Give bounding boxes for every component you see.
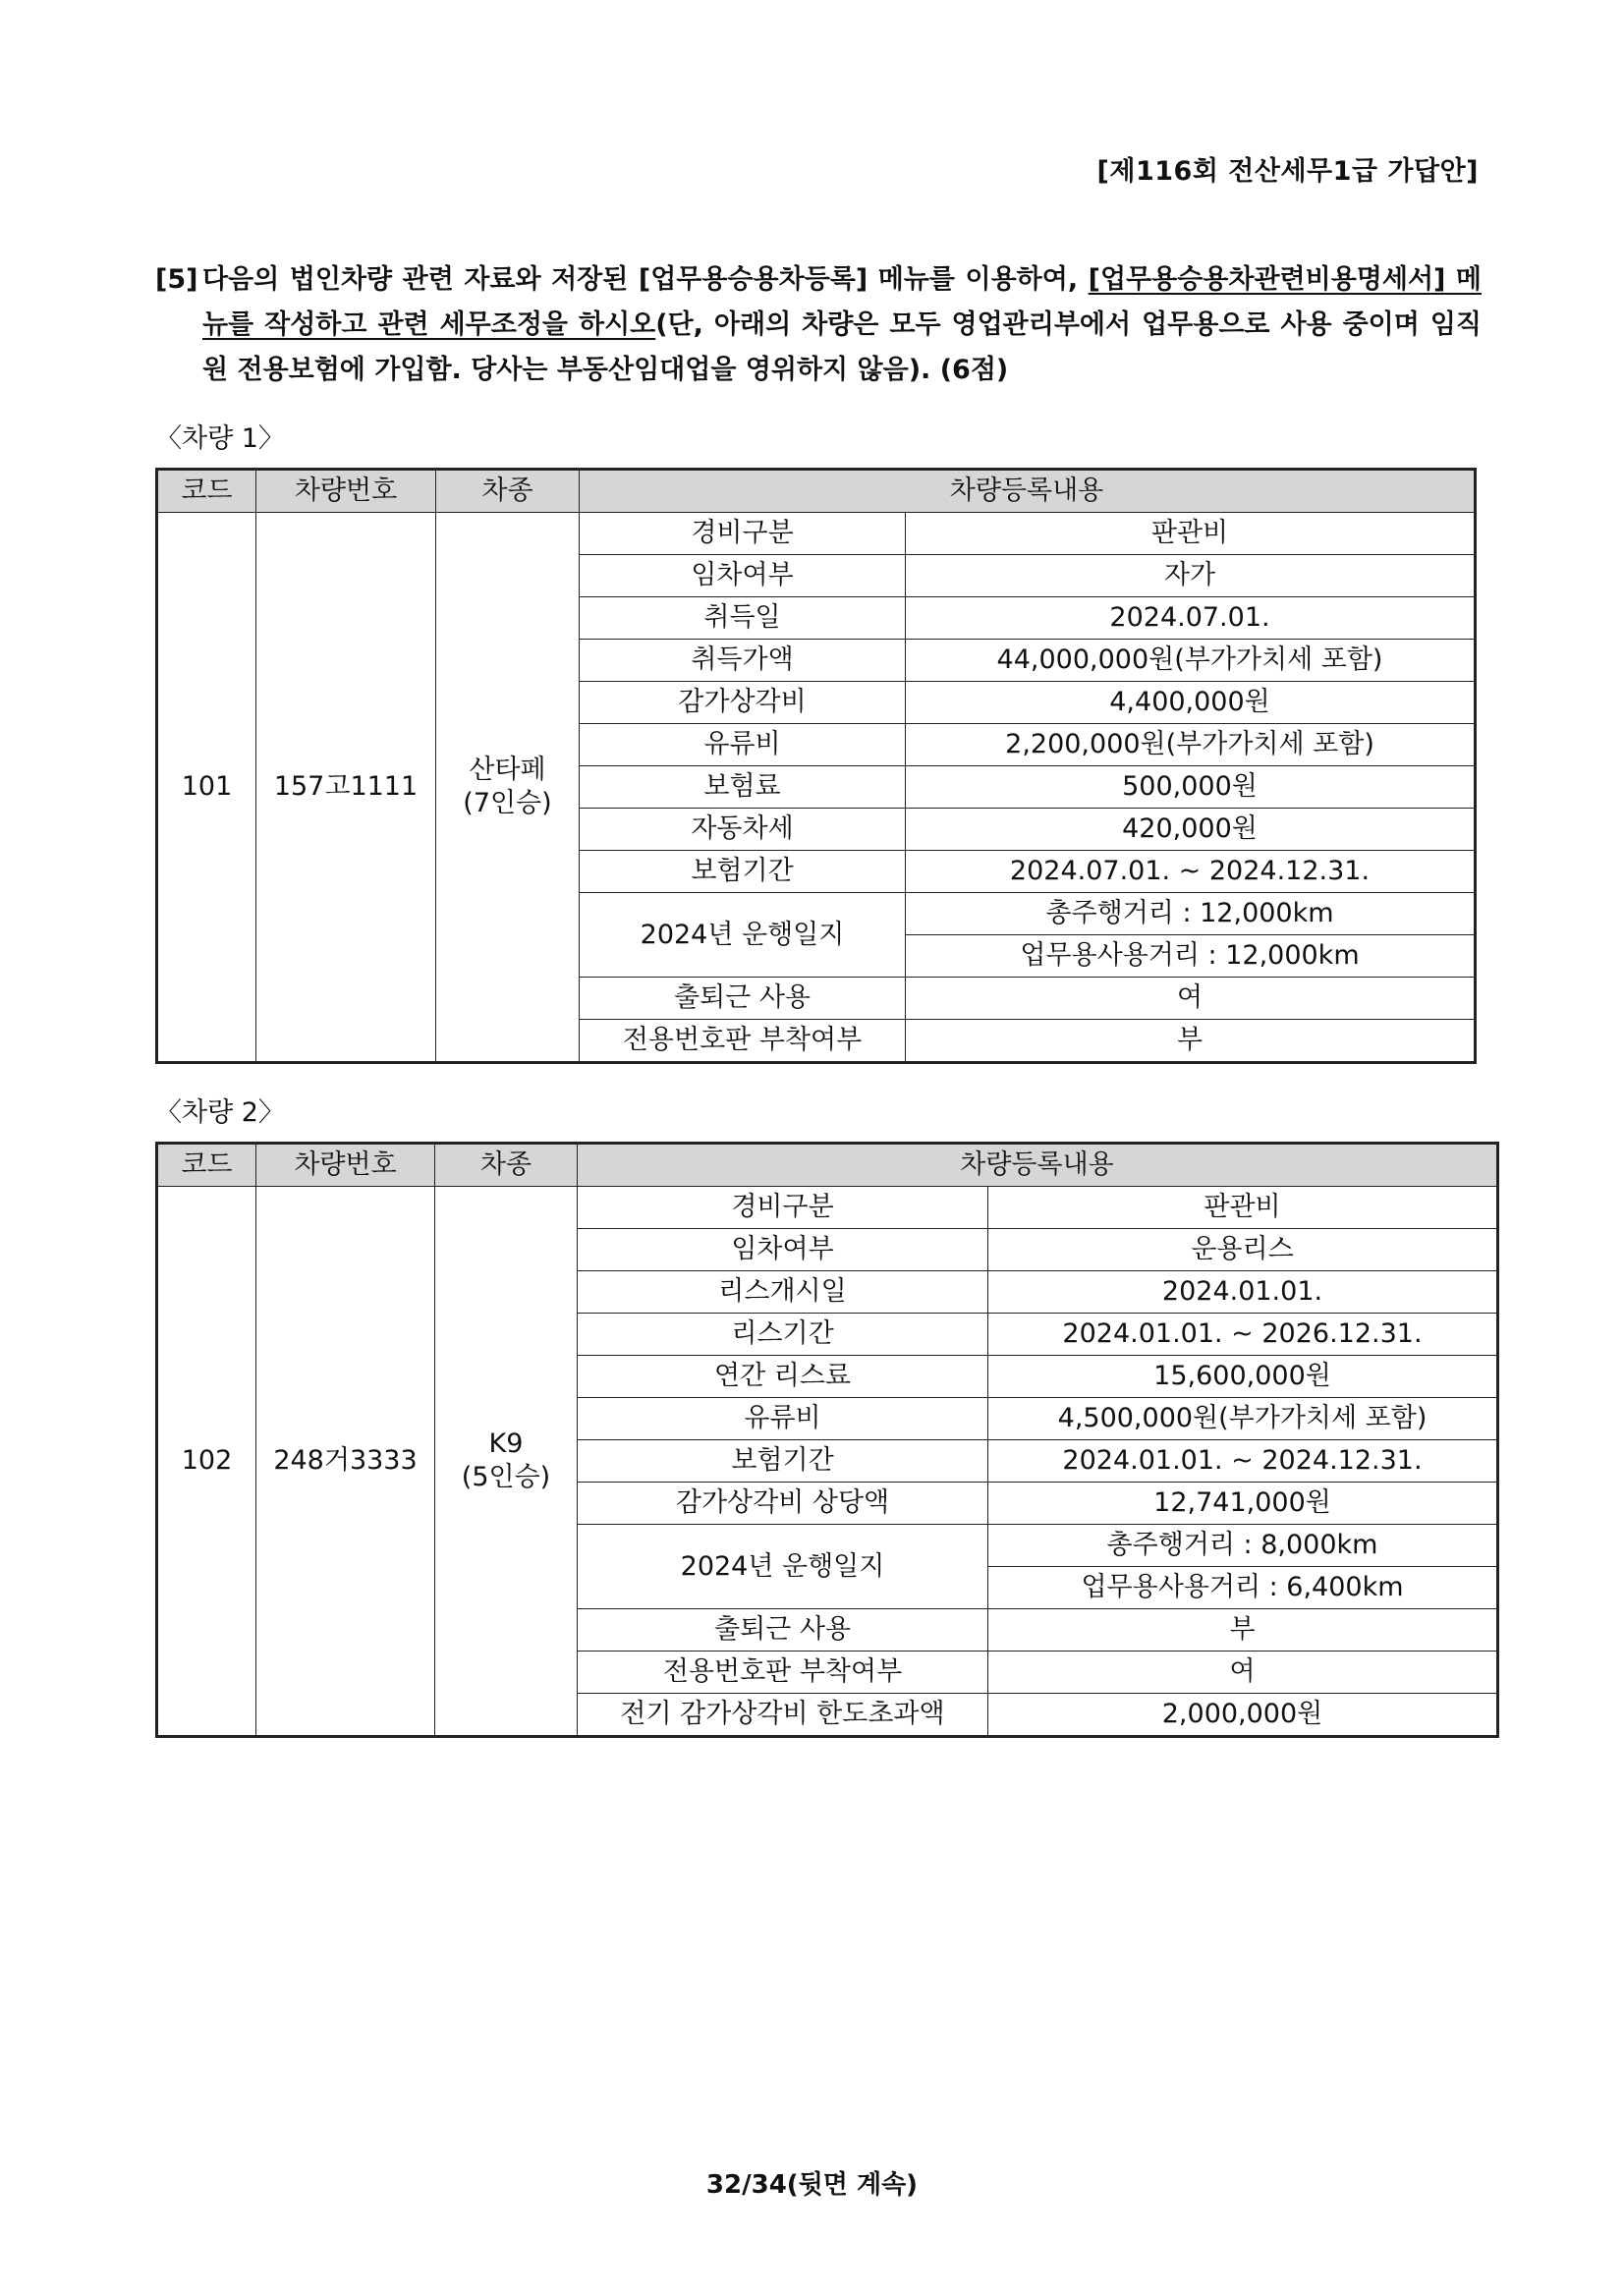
vehicle-seats: (5인승) — [461, 1462, 551, 1492]
item-key: 리스개시일 — [578, 1271, 988, 1314]
item-value: 2024.07.01. ~ 2024.12.31. — [906, 851, 1476, 893]
item-value: 4,500,000원(부가가치세 포함) — [988, 1398, 1498, 1440]
log-total-distance: 총주행거리 : 12,000km — [906, 893, 1476, 935]
page-footer: 32/34(뒷면 계속) — [705, 2170, 919, 2200]
vehicle-code: 102 — [157, 1187, 256, 1737]
header-plate: 차량번호 — [256, 1144, 435, 1187]
item-value: 500,000원 — [906, 766, 1476, 809]
header-plate: 차량번호 — [256, 470, 436, 513]
vehicle-model: K9 — [488, 1428, 524, 1460]
vehicle1-table — [155, 468, 1477, 1064]
log-total-distance: 총주행거리 : 8,000km — [988, 1525, 1498, 1567]
item-value: 2024.01.01. ~ 2026.12.31. — [988, 1314, 1498, 1356]
question-text-a: 다음의 법인차량 관련 자료와 저장된 [업무용승용차등록] 메뉴를 이용하여, — [202, 264, 1089, 295]
item-value: 부 — [906, 1020, 1476, 1063]
table-row — [157, 513, 1476, 555]
item-key: 임차여부 — [578, 1229, 988, 1271]
exam-header-title: [제116회 전산세무1급 가답안] — [1096, 156, 1479, 187]
vehicle-plate: 157고1111 — [256, 513, 436, 1063]
item-key: 보험료 — [580, 766, 906, 809]
vehicle-model-cell — [436, 513, 580, 1063]
header-content: 차량등록내용 — [580, 470, 1476, 513]
item-value: 여 — [988, 1652, 1498, 1694]
vehicle-plate: 248거3333 — [256, 1187, 435, 1737]
item-key: 취득가액 — [580, 640, 906, 682]
vehicle-seats: (7인승) — [463, 788, 552, 818]
item-value: 4,400,000원 — [906, 682, 1476, 724]
vehicle2-table — [155, 1142, 1499, 1738]
item-value: 2024.07.01. — [906, 597, 1476, 640]
item-key: 경비구분 — [580, 513, 906, 555]
vehicle-code: 101 — [157, 513, 256, 1063]
item-value: 자가 — [906, 555, 1476, 597]
item-value: 부 — [988, 1609, 1498, 1652]
log-key: 2024년 운행일지 — [578, 1525, 988, 1609]
item-key: 리스기간 — [578, 1314, 988, 1356]
item-key: 연간 리스료 — [578, 1356, 988, 1398]
item-value: 여 — [906, 978, 1476, 1020]
item-key: 자동차세 — [580, 809, 906, 851]
item-value: 판관비 — [988, 1187, 1498, 1229]
log-business-distance: 업무용사용거리 : 6,400km — [988, 1567, 1498, 1609]
header-content: 차량등록내용 — [578, 1144, 1498, 1187]
vehicle2-label: 〈차량 2〉 — [155, 1097, 285, 1128]
item-key: 경비구분 — [578, 1187, 988, 1229]
vehicle-model-cell — [435, 1187, 578, 1737]
header-model: 차종 — [436, 470, 580, 513]
header-code: 코드 — [157, 1144, 256, 1187]
item-key: 임차여부 — [580, 555, 906, 597]
question-block — [155, 257, 1482, 393]
item-key: 취득일 — [580, 597, 906, 640]
item-value: 2,000,000원 — [988, 1694, 1498, 1737]
item-key: 감가상각비 상당액 — [578, 1483, 988, 1525]
item-value: 2024.01.01. ~ 2024.12.31. — [988, 1440, 1498, 1483]
item-key: 출퇴근 사용 — [578, 1609, 988, 1652]
table-row — [157, 1187, 1498, 1229]
item-key: 전기 감가상각비 한도초과액 — [578, 1694, 988, 1737]
item-value: 2,200,000원(부가가치세 포함) — [906, 724, 1476, 766]
vehicle-model: 산타페 — [469, 755, 546, 786]
item-key: 유류비 — [578, 1398, 988, 1440]
question-text-underlined: [업무용승용차관련비용명세서] 메뉴를 작성하고 관련 세무조정을 하시오 — [202, 264, 1482, 340]
item-value: 판관비 — [906, 513, 1476, 555]
item-key: 전용번호판 부착여부 — [578, 1652, 988, 1694]
item-key: 보험기간 — [578, 1440, 988, 1483]
header-model: 차종 — [435, 1144, 578, 1187]
log-business-distance: 업무용사용거리 : 12,000km — [906, 935, 1476, 978]
item-value: 운용리스 — [988, 1229, 1498, 1271]
item-value: 2024.01.01. — [988, 1271, 1498, 1314]
table-header-row — [157, 470, 1476, 513]
item-value: 44,000,000원(부가가치세 포함) — [906, 640, 1476, 682]
question-number: [5] — [155, 264, 198, 295]
item-key: 감가상각비 — [580, 682, 906, 724]
log-key: 2024년 운행일지 — [580, 893, 906, 978]
item-value: 420,000원 — [906, 809, 1476, 851]
item-key: 전용번호판 부착여부 — [580, 1020, 906, 1063]
table-header-row — [157, 1144, 1498, 1187]
question-text — [202, 257, 1482, 393]
header-code: 코드 — [157, 470, 256, 513]
vehicle1-label: 〈차량 1〉 — [155, 423, 285, 454]
item-key: 출퇴근 사용 — [580, 978, 906, 1020]
item-key: 보험기간 — [580, 851, 906, 893]
item-value: 12,741,000원 — [988, 1483, 1498, 1525]
item-key: 유류비 — [580, 724, 906, 766]
item-value: 15,600,000원 — [988, 1356, 1498, 1398]
question-text-b: (단, 아래의 차량은 모두 영업관리부에서 업무용으로 사용 중이며 임직원 전용보험에 가입함. 당사는 부동산임대업을 영위하지 않음). (6점) — [202, 309, 1482, 385]
